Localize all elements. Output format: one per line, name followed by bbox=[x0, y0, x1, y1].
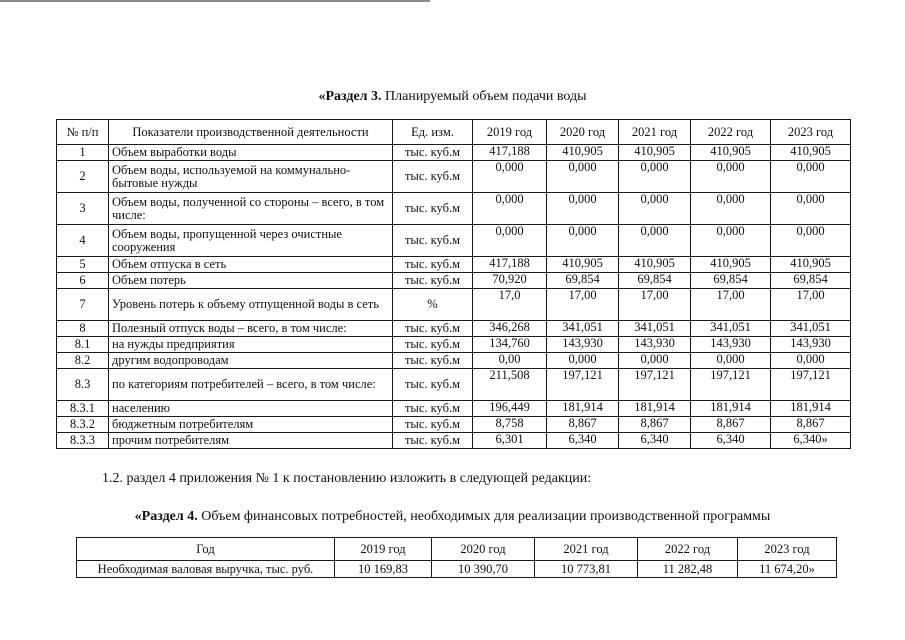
section4-header-year: Год bbox=[77, 538, 335, 561]
row-value-2022: 6,340 bbox=[691, 433, 771, 449]
row-value-2019: 196,449 bbox=[473, 401, 547, 417]
table-row bbox=[57, 145, 851, 161]
row-value-2019: 8,758 bbox=[473, 417, 547, 433]
row-indicator: Объем выработки воды bbox=[109, 145, 393, 161]
row-indicator: населению bbox=[109, 401, 393, 417]
table-row bbox=[57, 433, 851, 449]
row-value-2019: 346,268 bbox=[473, 321, 547, 337]
row-unit: тыс. куб.м bbox=[393, 225, 473, 257]
header-year-2023: 2023 год bbox=[771, 120, 851, 145]
row-value-2022: 0,000 bbox=[691, 193, 771, 225]
row-unit: тыс. куб.м bbox=[393, 145, 473, 161]
header-indicator: Показатели производственной деятельности bbox=[109, 120, 393, 145]
section4-header-2023: 2023 год bbox=[738, 538, 837, 561]
row-number: 8.2 bbox=[57, 353, 109, 369]
row-value-2023: 0,000 bbox=[771, 161, 851, 193]
row-value-2023: 181,914 bbox=[771, 401, 851, 417]
table-row bbox=[57, 289, 851, 321]
row-value-2019: 417,188 bbox=[473, 145, 547, 161]
row-value-2022: 197,121 bbox=[691, 369, 771, 401]
section3-table-body bbox=[57, 145, 851, 449]
row-value-2019: 417,188 bbox=[473, 257, 547, 273]
row-value-2023: 8,867 bbox=[771, 417, 851, 433]
row-value-2019: 0,000 bbox=[473, 193, 547, 225]
row-value-2021: 69,854 bbox=[619, 273, 691, 289]
row-number: 3 bbox=[57, 193, 109, 225]
paragraph-text: 1.2. раздел 4 приложения № 1 к постановлению изложить в следующей редакции: bbox=[102, 471, 592, 486]
section3-header-row bbox=[57, 120, 851, 145]
row-value-2020: 0,000 bbox=[547, 161, 619, 193]
row-value-2019: 17,0 bbox=[473, 289, 547, 321]
table-row bbox=[57, 225, 851, 257]
top-rule bbox=[0, 0, 430, 2]
row-indicator: Полезный отпуск воды – всего, в том числе: bbox=[109, 321, 393, 337]
row-unit: тыс. куб.м bbox=[393, 257, 473, 273]
row-number: 8.3.2 bbox=[57, 417, 109, 433]
row-value-2023: 341,051 bbox=[771, 321, 851, 337]
row-value-2020: 6,340 bbox=[547, 433, 619, 449]
row-value-2023: 0,000 bbox=[771, 225, 851, 257]
row-value-2023: 410,905 bbox=[771, 257, 851, 273]
row-value-2022: 69,854 bbox=[691, 273, 771, 289]
section3-table bbox=[56, 119, 851, 449]
row-value-2021: 6,340 bbox=[619, 433, 691, 449]
row-number: 8.3.1 bbox=[57, 401, 109, 417]
section4-revenue-2023: 11 674,20» bbox=[738, 561, 837, 578]
row-value-2022: 410,905 bbox=[691, 145, 771, 161]
row-number: 7 bbox=[57, 289, 109, 321]
row-value-2020: 410,905 bbox=[547, 145, 619, 161]
section4-header-2020: 2020 год bbox=[432, 538, 535, 561]
row-indicator: бюджетным потребителям bbox=[109, 417, 393, 433]
row-value-2019: 0,000 bbox=[473, 225, 547, 257]
table-row bbox=[57, 161, 851, 193]
header-year-2022: 2022 год bbox=[691, 120, 771, 145]
section4-header-row bbox=[77, 538, 837, 561]
row-value-2022: 341,051 bbox=[691, 321, 771, 337]
row-value-2023: 0,000 bbox=[771, 353, 851, 369]
row-indicator: на нужды предприятия bbox=[109, 337, 393, 353]
section4-revenue-2020: 10 390,70 bbox=[432, 561, 535, 578]
row-value-2020: 0,000 bbox=[547, 225, 619, 257]
table-row bbox=[57, 417, 851, 433]
row-value-2020: 143,930 bbox=[547, 337, 619, 353]
row-value-2023: 6,340» bbox=[771, 433, 851, 449]
table-row bbox=[57, 353, 851, 369]
table-row bbox=[57, 337, 851, 353]
row-indicator: другим водопроводам bbox=[109, 353, 393, 369]
row-value-2020: 181,914 bbox=[547, 401, 619, 417]
row-number: 2 bbox=[57, 161, 109, 193]
row-value-2020: 0,000 bbox=[547, 353, 619, 369]
header-num: № п/п bbox=[57, 120, 109, 145]
row-unit: тыс. куб.м bbox=[393, 353, 473, 369]
row-value-2023: 69,854 bbox=[771, 273, 851, 289]
row-indicator: по категориям потребителей – всего, в том числе: bbox=[109, 369, 393, 401]
row-value-2022: 0,000 bbox=[691, 225, 771, 257]
table-row bbox=[57, 321, 851, 337]
row-indicator: Объем воды, полученной со стороны – всего, в том числе: bbox=[109, 193, 393, 225]
section4-title bbox=[0, 509, 905, 525]
section4-title-bold: «Раздел 4. bbox=[134, 509, 198, 524]
row-value-2023: 143,930 bbox=[771, 337, 851, 353]
section4-table bbox=[76, 537, 837, 578]
row-number: 8.3 bbox=[57, 369, 109, 401]
section4-revenue-2019: 10 169,83 bbox=[335, 561, 432, 578]
row-value-2021: 181,914 bbox=[619, 401, 691, 417]
row-number: 6 bbox=[57, 273, 109, 289]
row-value-2023: 197,121 bbox=[771, 369, 851, 401]
row-unit: тыс. куб.м bbox=[393, 337, 473, 353]
table-row bbox=[57, 257, 851, 273]
row-unit: тыс. куб.м bbox=[393, 321, 473, 337]
row-value-2021: 341,051 bbox=[619, 321, 691, 337]
section3-title-rest: Планируемый объем подачи воды bbox=[381, 89, 587, 104]
row-value-2021: 410,905 bbox=[619, 145, 691, 161]
row-value-2023: 0,000 bbox=[771, 193, 851, 225]
table-row bbox=[57, 273, 851, 289]
row-indicator: Объем потерь bbox=[109, 273, 393, 289]
row-value-2020: 69,854 bbox=[547, 273, 619, 289]
table-row bbox=[57, 401, 851, 417]
row-value-2020: 410,905 bbox=[547, 257, 619, 273]
row-unit: тыс. куб.м bbox=[393, 417, 473, 433]
row-value-2020: 8,867 bbox=[547, 417, 619, 433]
row-number: 5 bbox=[57, 257, 109, 273]
row-number: 8.1 bbox=[57, 337, 109, 353]
row-value-2021: 0,000 bbox=[619, 225, 691, 257]
row-value-2022: 410,905 bbox=[691, 257, 771, 273]
row-value-2023: 17,00 bbox=[771, 289, 851, 321]
row-value-2019: 134,760 bbox=[473, 337, 547, 353]
row-value-2019: 70,920 bbox=[473, 273, 547, 289]
section4-header-2019: 2019 год bbox=[335, 538, 432, 561]
row-unit: тыс. куб.м bbox=[393, 161, 473, 193]
row-number: 1 bbox=[57, 145, 109, 161]
row-value-2020: 0,000 bbox=[547, 193, 619, 225]
section4-revenue-label: Необходимая валовая выручка, тыс. руб. bbox=[77, 561, 335, 578]
row-value-2019: 0,000 bbox=[473, 161, 547, 193]
table-row bbox=[57, 369, 851, 401]
row-unit: % bbox=[393, 289, 473, 321]
row-value-2020: 197,121 bbox=[547, 369, 619, 401]
row-value-2019: 6,301 bbox=[473, 433, 547, 449]
row-unit: тыс. куб.м bbox=[393, 193, 473, 225]
row-indicator: Объем воды, пропущенной через очистные сооружения bbox=[109, 225, 393, 257]
section4-revenue-2022: 11 282,48 bbox=[638, 561, 738, 578]
row-unit: тыс. куб.м bbox=[393, 369, 473, 401]
row-value-2021: 410,905 bbox=[619, 257, 691, 273]
section3-title-bold: «Раздел 3. bbox=[318, 89, 382, 104]
row-unit: тыс. куб.м bbox=[393, 401, 473, 417]
row-value-2022: 143,930 bbox=[691, 337, 771, 353]
section3-title bbox=[0, 89, 905, 105]
row-number: 8 bbox=[57, 321, 109, 337]
row-value-2021: 17,00 bbox=[619, 289, 691, 321]
row-value-2022: 17,00 bbox=[691, 289, 771, 321]
table-row bbox=[57, 193, 851, 225]
header-year-2019: 2019 год bbox=[473, 120, 547, 145]
row-value-2021: 0,000 bbox=[619, 193, 691, 225]
section4-revenue-row bbox=[77, 561, 837, 578]
row-value-2020: 17,00 bbox=[547, 289, 619, 321]
header-year-2020: 2020 год bbox=[547, 120, 619, 145]
row-unit: тыс. куб.м bbox=[393, 433, 473, 449]
row-number: 4 bbox=[57, 225, 109, 257]
row-value-2020: 341,051 bbox=[547, 321, 619, 337]
row-indicator: Объем воды, используемой на коммунально-бытовые нужды bbox=[109, 161, 393, 193]
section4-header-2021: 2021 год bbox=[535, 538, 638, 561]
row-value-2022: 0,000 bbox=[691, 353, 771, 369]
section4-header-2022: 2022 год bbox=[638, 538, 738, 561]
row-value-2023: 410,905 bbox=[771, 145, 851, 161]
header-unit: Ед. изм. bbox=[393, 120, 473, 145]
row-value-2019: 211,508 bbox=[473, 369, 547, 401]
row-value-2022: 181,914 bbox=[691, 401, 771, 417]
row-value-2021: 0,000 bbox=[619, 353, 691, 369]
row-value-2022: 0,000 bbox=[691, 161, 771, 193]
row-indicator: прочим потребителям bbox=[109, 433, 393, 449]
row-value-2021: 197,121 bbox=[619, 369, 691, 401]
row-number: 8.3.3 bbox=[57, 433, 109, 449]
row-value-2021: 143,930 bbox=[619, 337, 691, 353]
row-value-2019: 0,00 bbox=[473, 353, 547, 369]
row-indicator: Объем отпуска в сеть bbox=[109, 257, 393, 273]
row-value-2021: 8,867 bbox=[619, 417, 691, 433]
section4-revenue-2021: 10 773,81 bbox=[535, 561, 638, 578]
row-value-2022: 8,867 bbox=[691, 417, 771, 433]
header-year-2021: 2021 год bbox=[619, 120, 691, 145]
row-unit: тыс. куб.м bbox=[393, 273, 473, 289]
row-value-2021: 0,000 bbox=[619, 161, 691, 193]
section4-title-rest: Объем финансовых потребностей, необходимых для реализации производственной программы bbox=[197, 509, 771, 524]
row-indicator: Уровень потерь к объему отпущенной воды в сеть bbox=[109, 289, 393, 321]
